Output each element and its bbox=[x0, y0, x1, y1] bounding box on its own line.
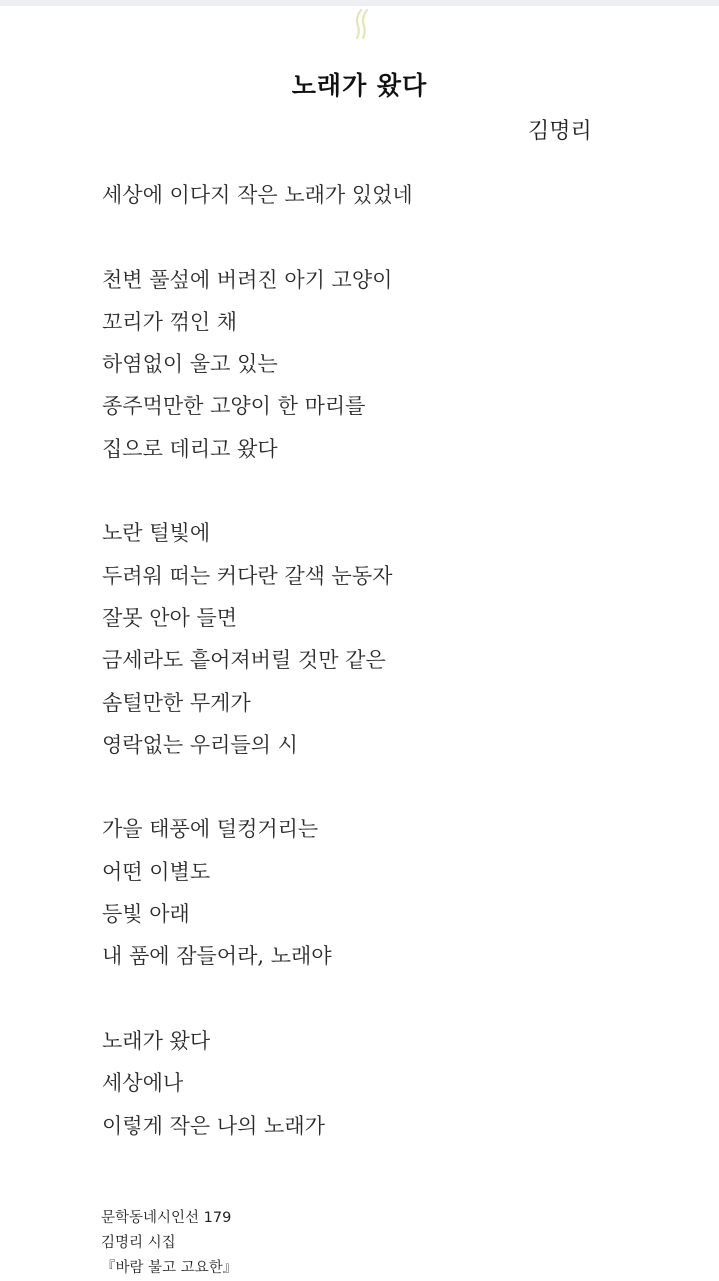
poem-author: 김명리 bbox=[528, 119, 592, 144]
poem-line: 하염없이 울고 있는 bbox=[102, 352, 278, 377]
poem-title: 노래가 왔다 bbox=[291, 71, 428, 100]
poem-line: 솜털만한 무게가 bbox=[102, 690, 251, 715]
stanza-break bbox=[102, 470, 662, 512]
book-title: 『바람 불고 고요한』 bbox=[101, 1260, 238, 1276]
poem-line: 노래가 왔다 bbox=[102, 1028, 211, 1053]
poem-line: 등빛 아래 bbox=[102, 902, 190, 927]
poem-line: 내 품에 잠들어라, 노래야 bbox=[102, 944, 332, 969]
poem-line: 집으로 데리고 왔다 bbox=[102, 436, 278, 461]
top-status-strip bbox=[0, 0, 719, 6]
book-series: 문학동네시인선 179 bbox=[101, 1210, 232, 1226]
poem-line: 종주먹만한 고양이 한 마리를 bbox=[102, 394, 366, 419]
stanza-break bbox=[102, 216, 662, 258]
poem-line: 노란 털빛에 bbox=[102, 521, 211, 546]
poem-line: 이렇게 작은 나의 노래가 bbox=[102, 1113, 325, 1138]
poem-line: 꼬리가 꺾인 채 bbox=[102, 309, 238, 334]
poem-line: 금세라도 흩어져버릴 것만 같은 bbox=[102, 648, 386, 673]
poem-line: 천변 풀섶에 버려진 아기 고양이 bbox=[102, 267, 393, 292]
poem-line: 잘못 안아 들면 bbox=[102, 605, 238, 630]
double-brush-stroke-icon bbox=[352, 8, 372, 40]
stanza-break bbox=[102, 978, 662, 1020]
poem-line: 두려워 떠는 커다란 갈색 눈동자 bbox=[102, 563, 393, 588]
poem-line: 세상에 이다지 작은 노래가 있었네 bbox=[102, 183, 413, 207]
stanza-break bbox=[102, 766, 662, 808]
poem-line: 영락없는 우리들의 시 bbox=[102, 732, 298, 757]
collection-author: 김명리 시집 bbox=[101, 1235, 176, 1251]
poem-line: 세상에나 bbox=[102, 1071, 184, 1096]
poem-line: 어떤 이별도 bbox=[102, 859, 211, 884]
poem-line: 가을 태풍에 덜컹거리는 bbox=[102, 817, 319, 842]
poem-body bbox=[102, 174, 662, 1147]
source-citation bbox=[101, 1206, 237, 1281]
